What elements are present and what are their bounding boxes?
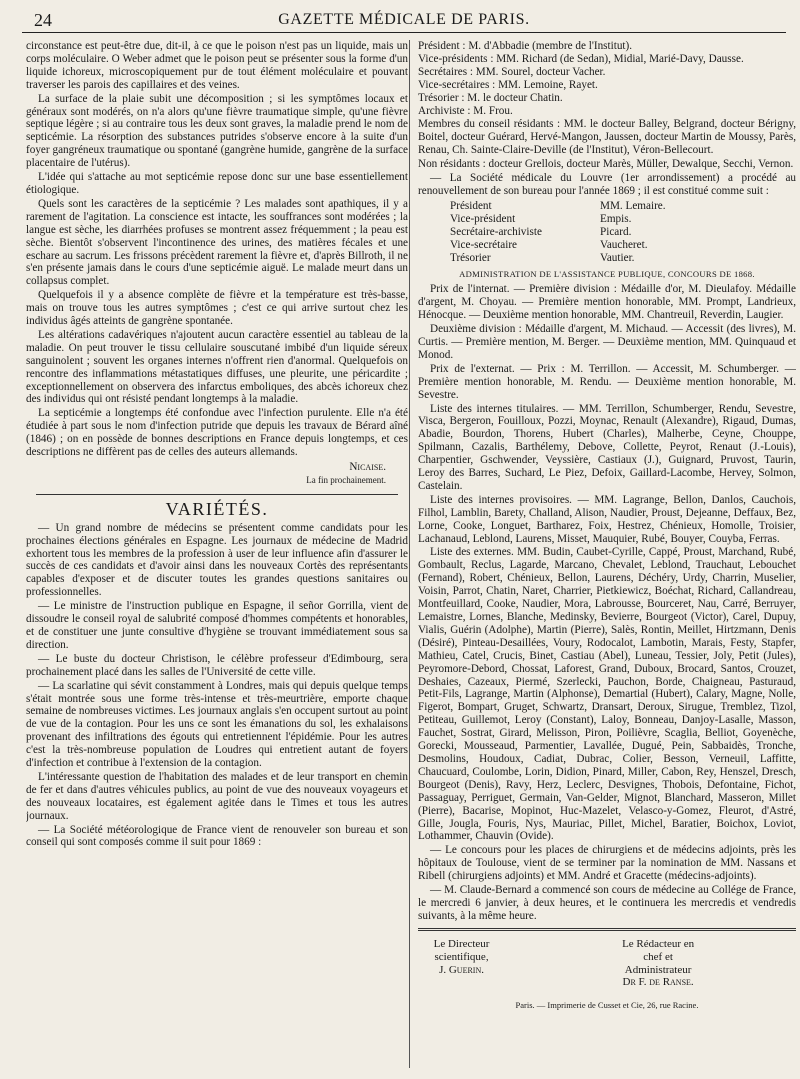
internes-titulaires: Liste des internes titulaires. — MM. Terrillon, Schumberger, Rendu, Sevestre, Visca, Bergeron, Fouilloux, Pozzi, Moynac, Renault (Alexandre), Rigaud, Dumas, Abadie, Bourdon, Thorens, Hubert (Charles), Malherbe, Ceyne, Chouppe, Spilmann, Cazalis, Barthélemy, Debove, Collette, Peyrot, Renaut (J.-Louis), Charpentier, Gschwender, Veyssière, Castiaux (J.), Guignard, Pruvost, Taurin, Leroy des Barres, Suchard, Le Piez, Defoix, Gaillard-Lacombe, Hervey, Solmon, Castelain.	[418, 402, 796, 492]
deuxieme-division: Deuxième division : Médaille d'argent, M. Michaud. — Accessit (des livres), M. Curtis. — Première mention, M. Berger. — Deuxième mention, MM. Quinquaud et Monod.	[418, 323, 796, 361]
journal-title: GAZETTE MÉDICALE DE PARIS.	[278, 11, 530, 28]
role-row: Trésorier Vautier.	[450, 252, 635, 265]
prix-externat: Prix de l'externat. — Prix : M. Terrillon. — Accessit, M. Schumberger. — Première mention honorable, M. Rendu. — Deuxième mention honorable, M. Sevestre.	[418, 362, 796, 401]
prix-internat: Prix de l'internat. — Première division : Médaille d'or, M. Dieulafoy. Médaille d'argent, M. Choyau. — Première mention honorable, MM. Prompt, Landrieux, Hénocque. — Deuxième mention honorable, MM. Chantreuil, Reverdin, Laugier.	[418, 283, 796, 322]
paragraph: La septicémie a longtemps été confondue avec l'infection purulente. Elle n'a été étudiée à part sous le nom d'infection putride que depuis les travaux de Bérard aîné (1846) ; on en possède de bonnes descriptions en France depuis longtemps, et ces descriptions ne diffèrent pas de celles des auteurs allemands.	[26, 407, 408, 459]
paragraph: Les altérations cadavériques n'ajoutent aucun caractère essentiel au tableau de la maladie. On peut trouver le tissu cellulaire souscutané imbibé d'un liquide séreux sanguinolent ; souvent les organes internes n'offrent rien d'anormal. Quelquefois on rencontre des inflammations métastatiques diffuses, une pleurite, une péricardite ; exceptionnellement on observera des infarctus emboliques, des abcès ichoreux chez des individus qui ont résisté pendant longtemps à la maladie.	[26, 328, 408, 406]
editor-title: Le Rédacteur en chef et Administrateur	[622, 937, 695, 976]
news-item: — La Société météorologique de France vient de renouveler son bureau et son conseil qui sont composés comme il suit pour 1869 :	[26, 823, 408, 849]
left-column	[26, 40, 408, 1072]
right-column	[418, 40, 796, 1072]
paragraph: Quels sont les caractères de la septicémie ? Les malades sont apathiques, il y a rarement de l'agitation. La conscience est intacte, les souffrances sont modérées ; la langue est sèche, les diarrhées profuses se montrent assez fréquemment ; la peau est sèche. Bientôt s'observent l'incontinence des urines, des matières fécales et une eschare au sacrum. Les frissons précèdent rarement la fièvre et, d'après Billroth, il ne s'en présente jamais dans le cours d'une septicémie aiguë. Le malade meurt dans un collapsus complet.	[26, 197, 408, 288]
author-signature: Nicaise.	[349, 461, 386, 473]
role-row: Secrétaire-archiviste Picard.	[450, 226, 632, 239]
role-row: Vice-président Empis.	[450, 213, 632, 226]
paragraph: Quelquefois il y a absence complète de fièvre et la température est très-basse, mais on trouve tous les autres symptômes ; c'est ce qui arrive surtout chez les individus âgés atteints de gangrène spontanée.	[26, 289, 408, 328]
editor-name: Dr F. de Ranse.	[622, 976, 694, 989]
louvre-roles	[450, 200, 796, 265]
bureau-line: Président : M. d'Abbadie (membre de l'Institut).	[418, 40, 633, 52]
role-row: Vice-secrétaire Vaucheret.	[450, 239, 648, 252]
role-row: Président MM. Lemaire.	[450, 200, 666, 213]
externes-list: Liste des externes. MM. Budin, Caubet-Cyrille, Cappé, Proust, Marchand, Rubé, Gombault, Reclus, Lagarde, Marcano, Chevalet, Leblond, Trauchaut, Lebouchet (Fernand), Robert, Chénieux, Bellon, Laurens, Déchéry, Urdy, Charrin, Muselier, Voisin, Parrot, Chatin, Naret, Charrier, Pietkiewicz, Boéchat, Richard, Callandreau, Montfeuillard, Cooke, Naudier, Mora, Labrousse, Bourceret, Nau, Carré, Berruyer, Lemaistre, Lornes, Blanche, Medinsky, Bevierre, Bourgeot (Victor), Carel, Dupuy, Vialis, Guérin (Adolphe), Martin (Pierre), Salès, Rontin, Meillet, Hirtzmann, Denis (Désiré), Pinteau-Desaillées, Voury, Rodocalot, Lambotin, Marais, Festy, Stapfer, Mathieu, Catel, Crucis, Binet, Castiau (Abel), Luneau, Tessier, Joly, Petit (Jules), Peyromore-Debord, Chossat, Laforest, Grand, Duboux, Brocard, Santos, Crouzet, Deshaies, Cazeaux, Piermé, Szerlecki, Pauchon, Borde, Chaigneau, Pasturaud, Petit-Fils, Lagrange, Martin (Alphonse), Demartial (Hubert), Calary, Magne, Nolle, Figerot, Bompart, Gruget, Schwartz, Dransart, Deroux, Sirugue, Tremblez, Tizol, Petiteau, Guillemot, Leroy (Constant), Laloy, Bonneau, Danjoy-Lasalle, Masson, Fauchet, Sostrat, Girard, Melisson, Piron, Poilièvre, Scaglia, Belliot, Goyenèche, Gorecki, Mousseaud, Parmentier, Lavallée, Dugué, Pein, Sabbaidès, Tronche, Desmolins, Houdoux, Cadiat, Dubrac, Colier, Besson, Verneuil, Laffitte, Chaucuard, Coulombe, Lorin, Didion, Pinard, Miller, Cabon, Rey, Henszel, Dresch, Bourgeot (Denis), Ravy, Herz, Leclerc, Desvignes, Thobois, Defontaine, Fichot, Passaguay, Perriguet, Germain, Van-Gelder, Mignot, Blanchard, Masseron, Millet (Pierre), Bacarise, Mopinot, Huc-Mazelet, Velasco-y-Gomez, Fleurot, d'Astré, Gille, Jougla, Fouris, Nys, Mauriac, Pillet, Michel, Baratier, Boichox, Loviot, Lothammer, Chauvin (Ovide).	[418, 546, 796, 843]
internes-provisoires: Liste des internes provisoires. — MM. Lagrange, Bellon, Danlos, Cauchois, Filhol, Lamblin, Barety, Challand, Alison, Naudier, Proust, Dejeanne, Deffaux, Bez, Lorne, Cooke, Longuet, Bartharez, Foix, Hestrez, Chénieux, Homolle, Troisier, Lachanaud, Leblond, Laurens, Misset, Mauquier, Rubé, Bouyer, Couyba, Ferras.	[418, 493, 796, 545]
editor-block	[615, 938, 796, 990]
paragraph: La surface de la plaie subit une décomposition ; si les symptômes locaux et généraux sont modérés, on n'a alors qu'une fièvre traumatique simple, qu'une fièvre septique légère ; si au contraire tous les deux sont graves, la maladie prend le nom de septicémie. La résorption des substances putrides s'observe encore à la suite d'un foyer gangréneux traumatique ou spontané (gangrène humide, gangrène de la surface placentaire de l'utérus).	[26, 92, 408, 170]
footer-rule	[418, 928, 796, 931]
louvre-intro: — La Société médicale du Louvre (1er arrondissement) a procédé au renouvellement de son bureau pour l'année 1869 ; il est constitué comme suit :	[418, 171, 796, 197]
bureau-line: Archiviste : M. Frou.	[418, 105, 513, 117]
council-members: Membres du conseil résidants : MM. le docteur Balley, Belgrand, docteur Bérigny, Boitel, docteur Guérard, Hervé-Mangon, Jaussen, docteur Martin de Moussy, Parès, Renau, Ch. Sainte-Claire-Deville (de l'Institut), Véron-Bellecourt.	[418, 118, 796, 156]
section-rule	[36, 494, 398, 495]
column-divider	[409, 40, 410, 1068]
toulouse-news: — Le concours pour les places de chirurgiens et de médecins adjoints, près les hôpitaux de Toulouse, vient de se terminer par la nomination de MM. Nassans et Ribell (chirurgiens adjoints) et MM. André et Gracette (médecins-adjoints).	[418, 844, 796, 883]
meteo-bureau	[418, 40, 796, 118]
director-name: J. Guerin.	[439, 963, 484, 976]
news-item: — Un grand nombre de médecins se présentent comme candidats pour les prochaines élections générales en Espagne. Les journaux de médecine de Madrid exhortent tous les membres de la profession à user de leur influence afin d'assurer le succès de ces candidats et d'avoir ainsi dans les nouveaux Cortès des représentants capables d'exposer et de discuter toutes les grandes questions sanitaires ou professionnelles.	[26, 521, 408, 599]
director-block	[418, 938, 599, 990]
page-header	[22, 8, 786, 33]
paragraph: circonstance est peut-être due, dit-il, à ce que le poison n'est pas un liquide, mais un corps moléculaire. O Weber admet que le poison peut se présenter sous la forme d'un liquide ichoreux, microscopiquement pur de tout élément moléculaire et pouvant traverser les parois des capillaires et des veines.	[26, 40, 408, 91]
page-footer	[418, 938, 796, 990]
printer-imprint: Paris. — Imprimerie de Cusset et Cie, 26, rue Racine.	[515, 1000, 699, 1011]
news-item: — Le ministre de l'instruction publique en Espagne, il señor Gorrilla, vient de dissoudre le conseil royal de salubrité composé d'hommes compétents et honorables, et de constituer une junte consultive d'hygiène se trouvant immédiatement sous sa direction.	[26, 600, 408, 651]
bureau-line: Vice-présidents : MM. Richard (de Sedan), Midial, Marié-Davy, Dausse.	[418, 53, 744, 65]
bernard-news: — M. Claude-Bernard a commencé son cours de médecine au Collége de France, le mercredi 6 janvier, à deux heures, et le continuera les mercredis et vendredis suivants, à la même heure.	[418, 884, 796, 922]
bureau-line: Vice-secrétaires : MM. Lemoine, Rayet.	[418, 79, 598, 91]
bureau-line: Trésorier : M. le docteur Chatin.	[418, 92, 563, 104]
council-nonresidents: Non résidants : docteur Grellois, docteur Marès, Müller, Dewalque, Secchi, Vernon.	[418, 157, 794, 170]
bureau-line: Secrétaires : MM. Sourel, docteur Vacher.	[418, 66, 606, 78]
news-item: — Le buste du docteur Christison, le célèbre professeur d'Edimbourg, sera prochainement placé dans les salles de l'Université de cette ville.	[26, 652, 408, 678]
admin-heading: ADMINISTRATION DE L'ASSISTANCE PUBLIQUE, CONCOURS DE 1868.	[459, 269, 755, 280]
news-item: L'intéressante question de l'habitation des malades et de leur transport en chemin de fer et dans d'autres véhicules publics, au point de vue des nouveaux voyageurs et des nouveaux locataires, est également agitée dans le Times et tous les autres journaux.	[26, 770, 408, 822]
news-item: — La scarlatine qui sévit constamment à Londres, mais qui depuis quelque temps s'était montrée sous une forme très-intense et très-meurtrière, emporte chaque semaine de nombreuses victimes. Les journaux anglais s'en occupent surtout au point de vue de la contagion. Pour les uns ce sont les émanations du sol, les exhalaisons provenant des infiltrations des égouts qui entretiennent l'épidémie. Pour les autres c'est la très-nombreuse population de Loudres qui entretient autant de foyers d'infection et contribue à l'extension de la contagion.	[26, 679, 408, 770]
director-title: Le Directeur scientifique,	[433, 937, 490, 963]
page-number: 24	[34, 10, 52, 30]
paragraph: L'idée qui s'attache au mot septicémie repose donc sur une base essentiellement étiologique.	[26, 171, 408, 196]
continuation-note: La fin prochainement.	[306, 474, 386, 485]
section-title: VARIÉTÉS.	[165, 498, 269, 519]
